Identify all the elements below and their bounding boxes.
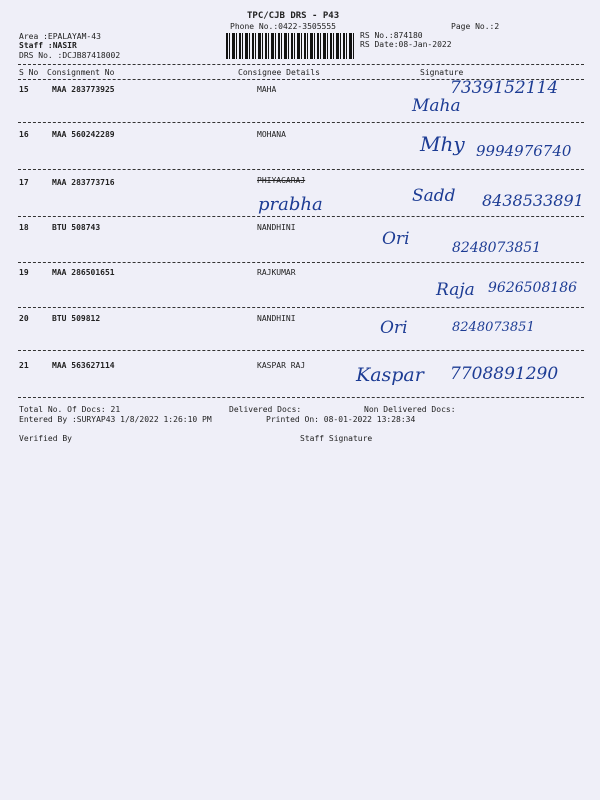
row-consignment: BTU 508743	[52, 223, 101, 232]
row-sno: 19	[19, 268, 29, 277]
total-docs: Total No. Of Docs: 21	[19, 405, 121, 414]
delivered-docs: Delivered Docs:	[229, 405, 302, 414]
verified-by: Verified By	[19, 434, 72, 443]
non-delivered-docs: Non Delivered Docs:	[364, 405, 456, 414]
row-sno: 21	[19, 361, 29, 370]
signature: Sadd	[412, 186, 456, 206]
row-sno: 20	[19, 314, 29, 323]
signature: Kaspar	[356, 364, 424, 386]
document-title: TPC/CJB DRS - P43	[247, 11, 340, 21]
row-consignee: NANDHINI	[257, 314, 296, 323]
divider	[18, 216, 584, 217]
divider	[18, 307, 584, 308]
divider	[18, 122, 584, 123]
divider	[18, 350, 584, 351]
signature: Raja	[436, 280, 475, 300]
divider	[18, 169, 584, 170]
row-consignee: NANDHINI	[257, 223, 296, 232]
row-sno: 15	[19, 85, 29, 94]
row-consignee: MOHANA	[257, 130, 286, 139]
rs-number: RS No.:874180	[360, 31, 423, 40]
row-sno: 17	[19, 178, 29, 187]
row-sno: 16	[19, 130, 29, 139]
divider	[18, 397, 584, 398]
signature: Ori	[380, 318, 408, 338]
row-consignment: BTU 509812	[52, 314, 101, 323]
handwritten-phone: 9994976740	[476, 142, 572, 160]
col-sno: S No	[19, 68, 39, 77]
row-consignee: MAHA	[257, 85, 277, 94]
rs-date: RS Date:08-Jan-2022	[360, 40, 452, 49]
signature: Ori	[382, 229, 410, 249]
col-signature: Signature	[420, 68, 464, 77]
handwritten-phone: 8438533891	[482, 191, 584, 210]
printed-on: Printed On: 08-01-2022 13:28:34	[266, 415, 416, 424]
row-consignee: RAJKUMAR	[257, 268, 296, 277]
row-consignment: MAA 286501651	[52, 268, 115, 277]
col-consignment: Consignment No	[47, 68, 115, 77]
barcode	[226, 33, 356, 59]
divider	[18, 64, 584, 65]
row-consignment: MAA 283773716	[52, 178, 115, 187]
col-consignee: Consignee Details	[238, 68, 320, 77]
staff-label: Staff :NASIR	[19, 41, 77, 50]
handwritten-phone: 8248073851	[452, 240, 542, 256]
staff-signature: Staff Signature	[300, 434, 373, 443]
handwritten-phone: 8248073851	[452, 320, 535, 335]
handwritten-phone: 7339152114	[450, 78, 559, 98]
phone-number: Phone No.:0422-3505555	[230, 22, 336, 31]
signature: Mhy	[420, 132, 465, 156]
drs-number: DRS No. :DCJB87418002	[19, 51, 121, 60]
signature: Maha	[412, 96, 461, 116]
area-label: Area :EPALAYAM-43	[19, 32, 101, 41]
divider	[18, 262, 584, 263]
row-consignment: MAA 560242289	[52, 130, 115, 139]
row-consignee: KASPAR RAJ	[257, 361, 306, 370]
row-consignee: PHIYAGARAJ	[257, 176, 306, 185]
handwritten-consignee: prabha	[258, 194, 323, 215]
row-consignment: MAA 283773925	[52, 85, 115, 94]
handwritten-phone: 9626508186	[488, 280, 578, 296]
page-number: Page No.:2	[451, 22, 500, 31]
row-sno: 18	[19, 223, 29, 232]
entered-by: Entered By :SURYAP43 1/8/2022 1:26:10 PM	[19, 415, 212, 424]
row-consignment: MAA 563627114	[52, 361, 115, 370]
handwritten-phone: 7708891290	[450, 364, 559, 384]
